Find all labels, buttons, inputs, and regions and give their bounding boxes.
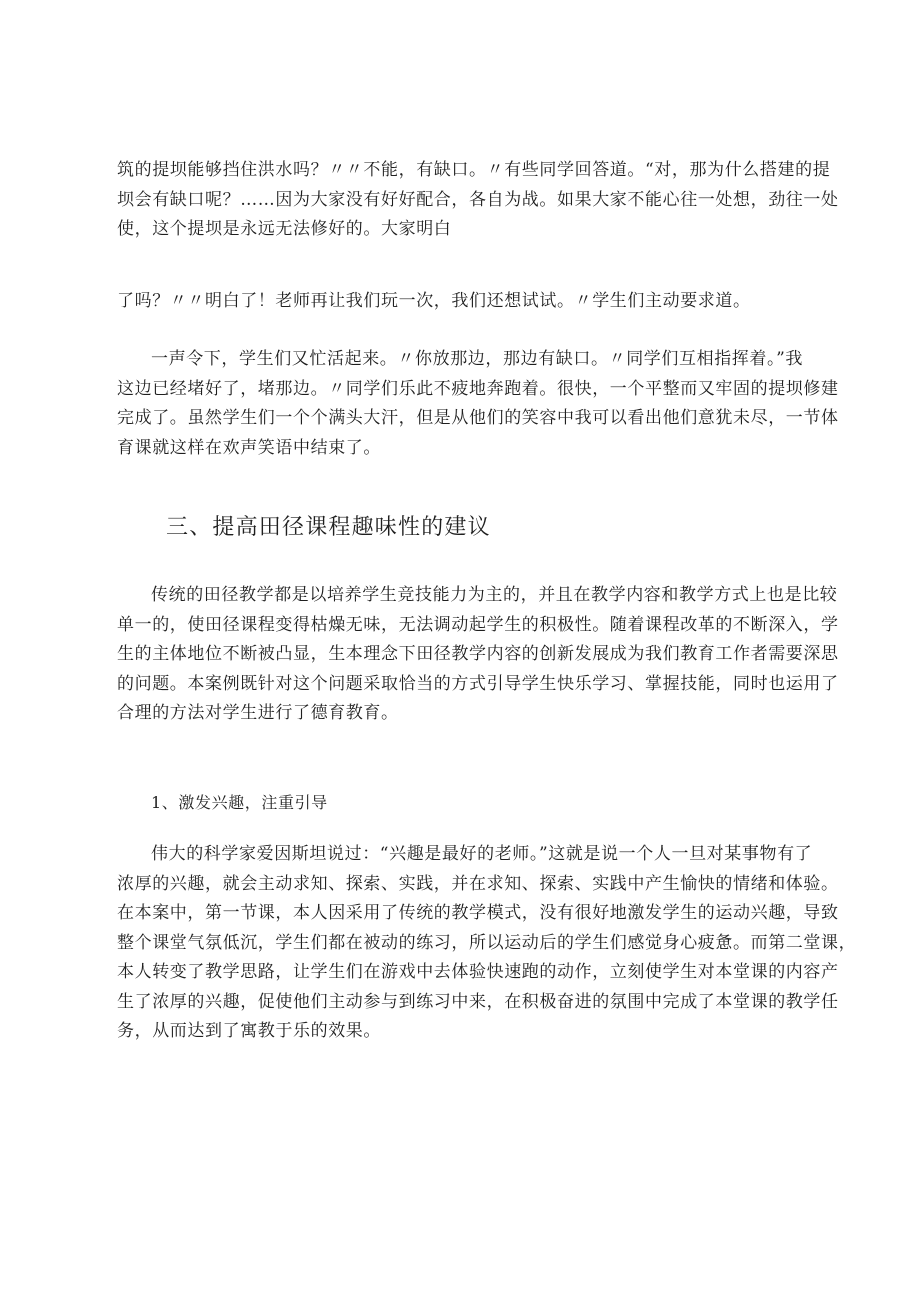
- paragraph-traditional-teaching: [117, 581, 839, 729]
- text-line: 这边已经堵好了，堵那边。〃同学们乐此不疲地奔跑着。很快，一个平整而又牢固的提坝修建: [117, 378, 839, 399]
- text-line: 整个课堂气氛低沉，学生们都在被动的练习，所以运动后的学生们感觉身心疲惫。而第二堂课，: [117, 932, 857, 953]
- text-line: 生的主体地位不断被凸显，生本理念下田径教学内容的创新发展成为我们教育工作者需要深思: [117, 644, 839, 664]
- subheading: 1、激发兴趣，注重引导: [151, 793, 328, 812]
- text-line: 使，这个提坝是永远无法修好的。大家明白: [117, 219, 452, 239]
- section-heading: 三、提高田径课程趣味性的建议: [166, 515, 491, 540]
- text-line: 完成了。虽然学生们一个个满头大汗，但是从他们的笑容中我可以看出他们意犹未尽，一节体: [117, 408, 839, 428]
- text-line: 务，从而达到了寓教于乐的效果。: [117, 1021, 381, 1041]
- paragraph-interest-guidance: [117, 840, 857, 1047]
- text-line: 育课就这样在欢声笑语中结束了。: [117, 437, 381, 458]
- text-line: 合理的方法对学生进行了德育教育。: [117, 703, 399, 723]
- text-line: 伟大的科学家爱因斯坦说过：“兴趣是最好的老师。”这就是说一个人一旦对某事物有了: [151, 844, 813, 864]
- text-line: 的问题。本案例既针对这个问题采取恰当的方式引导学生快乐学习、掌握技能，同时也运用了: [117, 673, 839, 694]
- text-line: 坝会有缺口呢？……因为大家没有好好配合，各自为战。如果大家不能心往一处想，劲往一处: [117, 189, 839, 210]
- paragraph-dam-question: [117, 156, 839, 245]
- text-line: 浓厚的兴趣，就会主动求知、探索、实践，并在求知、探索、实践中产生愉快的情绪和体验。: [117, 873, 839, 894]
- text-line: 一声令下，学生们又忙活起来。〃你放那边，那边有缺口。〃同学们互相指挥着。”我: [151, 349, 803, 369]
- text-line: 本人转变了教学思路，让学生们在游戏中去体验快速跑的动作，立刻使学生对本堂课的内容产: [117, 962, 839, 982]
- text-line: 筑的提坝能够挡住洪水吗？〃〃不能，有缺口。〃有些同学回答道。“对，那为什么搭建的提: [117, 160, 831, 180]
- text-line: 在本案中，第一节课，本人因采用了传统的教学模式，没有很好地激发学生的运动兴趣，导致: [117, 903, 839, 923]
- paragraph-dam-completed: [117, 345, 839, 463]
- text-line: 传统的田径教学都是以培养学生竞技能力为主的，并且在教学内容和教学方式上也是比较: [151, 585, 838, 605]
- text-line: 了吗？〃〃明白了！老师再让我们玩一次，我们还想试试。〃学生们主动要求道。: [117, 291, 751, 311]
- paragraph-students-request: [117, 287, 825, 317]
- text-line: 单一的，使田径课程变得枯燥无味，无法调动起学生的积极性。随着课程改革的不断深入，学: [117, 614, 839, 635]
- text-line: 生了浓厚的兴趣，促使他们主动参与到练习中来，在积极奋进的氛围中完成了本堂课的教学任: [117, 991, 839, 1012]
